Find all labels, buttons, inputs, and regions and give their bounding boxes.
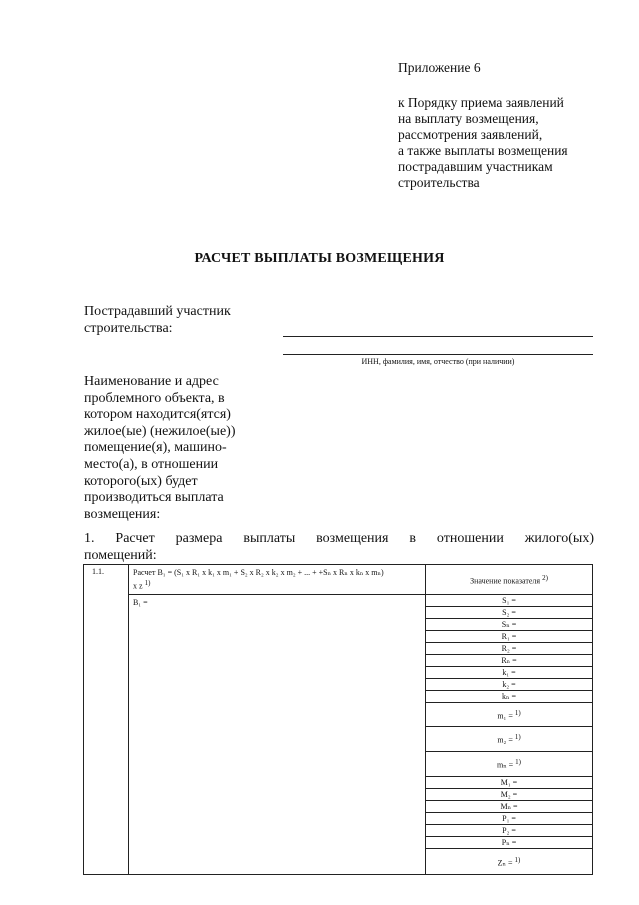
value-label: Zₙ = [497, 858, 513, 868]
value-cell[interactable] [426, 702, 593, 727]
formula-cell [129, 565, 426, 595]
appendix-line: а также выплаты возмещения [398, 143, 568, 158]
object-label [84, 374, 264, 523]
value-cell[interactable] [426, 690, 593, 702]
value-label: m₂ = [497, 735, 513, 745]
value-label: S₂ = [502, 607, 516, 617]
b1-result-cell[interactable] [129, 594, 426, 875]
appendix-line: пострадавшим участникам [398, 159, 553, 174]
row-number: 1.1. [84, 565, 129, 875]
value-cell[interactable] [426, 678, 593, 690]
object-label-line: возмещения: [84, 506, 161, 522]
value-label: Mₙ = [500, 801, 518, 811]
object-label-line: место(а), в отношении [84, 456, 219, 472]
section-heading-cont: помещений: [84, 548, 157, 563]
value-cell[interactable] [426, 594, 593, 606]
section-heading: 1. Расчет размера выплаты возмещения в отношении жилого(ых) [84, 531, 594, 546]
value-cell[interactable] [426, 618, 593, 630]
calculation-table [83, 564, 593, 875]
value-header [426, 565, 593, 595]
value-label: k₂ = [502, 679, 516, 689]
value-label: R₂ = [501, 643, 517, 653]
value-cell[interactable] [426, 776, 593, 788]
value-label: mₙ = [496, 760, 514, 770]
value-label: kₙ = [502, 691, 516, 701]
value-label: R₁ = [501, 631, 517, 641]
value-label: P₂ = [502, 825, 516, 835]
object-label-line: жилое(ые) (нежилое(ые)) [84, 423, 236, 439]
victim-label-line: строительства: [84, 321, 173, 336]
value-label: P₁ = [502, 813, 516, 823]
footnote-mark: 1) [514, 855, 521, 864]
appendix-line: строительства [398, 175, 480, 190]
value-label: Pₙ = [501, 837, 517, 847]
value-cell[interactable] [426, 800, 593, 812]
footnote-mark: 1) [515, 757, 522, 766]
object-label-line: Наименование и адрес [84, 374, 219, 389]
value-header-text: Значение показателя [470, 576, 541, 586]
victim-label [84, 303, 231, 337]
footnote-mark: 1) [144, 579, 151, 587]
victim-input-line-1[interactable] [283, 336, 593, 337]
appendix-line: к Порядку приема заявлений [398, 95, 564, 110]
footnote-mark: 1) [514, 733, 521, 742]
object-label-line: производиться выплата [84, 490, 224, 506]
footnote-mark: 1) [514, 708, 521, 717]
value-label: S₁ = [502, 595, 516, 605]
value-cell[interactable] [426, 654, 593, 666]
appendix-number: Приложение 6 [398, 60, 481, 75]
value-label: m₁ = [497, 711, 513, 721]
formula-tail: x z [133, 581, 143, 591]
value-cell[interactable] [426, 848, 593, 875]
footnote-mark: 2) [542, 573, 548, 582]
object-label-line: помещение(я), машино- [84, 440, 227, 456]
appendix-block [398, 60, 628, 191]
value-cell[interactable] [426, 812, 593, 824]
victim-input-line-2[interactable] [283, 354, 593, 355]
value-cell[interactable] [426, 751, 593, 776]
value-cell[interactable] [426, 630, 593, 642]
object-label-line: котором находится(ятся) [84, 407, 231, 423]
document-title: РАСЧЕТ ВЫПЛАТЫ ВОЗМЕЩЕНИЯ [194, 251, 445, 266]
victim-caption: ИНН, фамилия, имя, отчество (при наличии) [361, 357, 515, 366]
value-label: Rₙ = [501, 655, 517, 665]
value-cell[interactable] [426, 788, 593, 800]
value-cell[interactable] [426, 824, 593, 836]
b1-label: B₁ = [133, 597, 148, 607]
object-label-line: которого(ых) будет [84, 473, 198, 489]
value-cell[interactable] [426, 642, 593, 654]
victim-label-line: Пострадавший участник [84, 304, 231, 319]
value-cell[interactable] [426, 666, 593, 678]
table-header-row [84, 565, 593, 595]
value-cell[interactable] [426, 727, 593, 752]
formula-line [133, 578, 421, 592]
value-label: Sₙ = [501, 619, 517, 629]
value-cell[interactable] [426, 836, 593, 848]
appendix-line: рассмотрения заявлений, [398, 127, 543, 142]
formula-line: Расчет B₁ = (S₁ x R₁ x k₁ x m₁ + S₂ x R₂ x k₂ x m₂ + ... + +Sₙ x Rₙ x kₙ x mₙ) [133, 568, 384, 577]
value-cell[interactable] [426, 606, 593, 618]
object-label-line: проблемного объекта, в [84, 390, 225, 406]
value-label: k₁ = [502, 667, 516, 677]
appendix-line: на выплату возмещения, [398, 111, 539, 126]
value-label: M₂ = [500, 789, 518, 799]
table-row [84, 594, 593, 606]
value-label: M₁ = [500, 777, 518, 787]
